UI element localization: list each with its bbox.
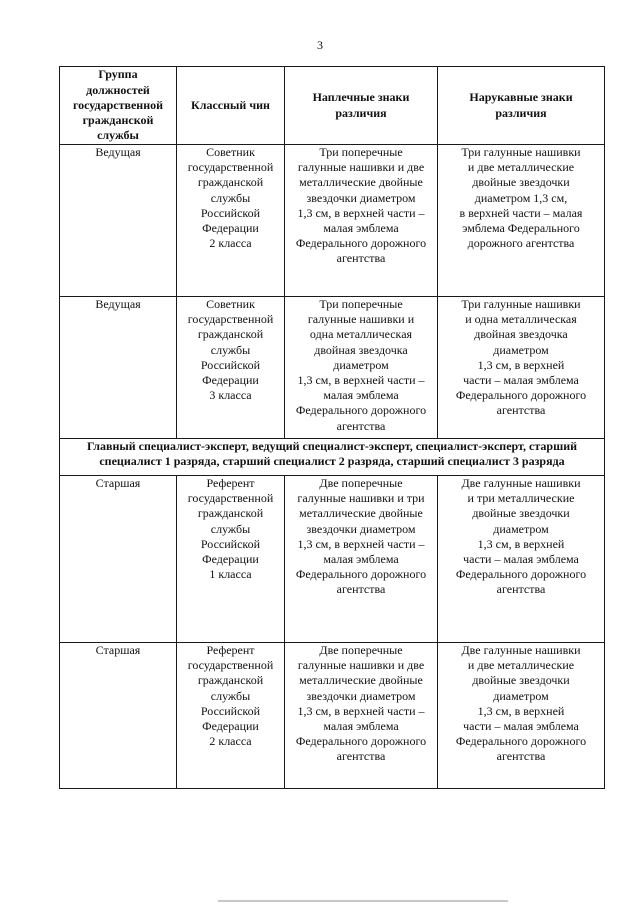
class-rank-cell: Советник государственной гражданской службы Российской Федерации 3 класса [177, 297, 285, 439]
table-header-row [60, 67, 605, 145]
table-row [60, 297, 605, 439]
position-group-cell: Старшая [60, 643, 177, 789]
sleeve-insignia-cell: Две галунные нашивки и две металлические двойные звездочки диаметром 1,3 см, в верхней части – малая эмблема Федерального дорожного агентства [438, 643, 605, 789]
page-number: 3 [317, 38, 323, 52]
position-group-cell: Старшая [60, 476, 177, 643]
sleeve-insignia-cell: Две галунные нашивки и три металлические двойные звездочки диаметром 1,3 см, в верхней части – малая эмблема Федерального дорожного агентства [438, 476, 605, 643]
table-row [60, 476, 605, 643]
shoulder-insignia-cell: Три поперечные галунные нашивки и две металлические двойные звездочки диаметром 1,3 см, в верхней части – малая эмблема Федерального дорожного агентства [285, 145, 438, 297]
table-row [60, 145, 605, 297]
section-header-row [60, 439, 605, 476]
header-shoulder-insignia: Наплечные знаки различия [285, 67, 438, 145]
class-rank-cell: Советник государственной гражданской службы Российской Федерации 2 класса [177, 145, 285, 297]
position-group-cell: Ведущая [60, 145, 177, 297]
table-row [60, 643, 605, 789]
class-rank-cell: Референт государственной гражданской службы Российской Федерации 1 класса [177, 476, 285, 643]
insignia-table [59, 66, 605, 789]
header-class-rank: Классный чин [177, 67, 285, 145]
shoulder-insignia-cell: Три поперечные галунные нашивки и одна металлическая двойная звездочка диаметром 1,3 см, в верхней части – малая эмблема Федерального дорожного агентства [285, 297, 438, 439]
header-sleeve-insignia: Нарукавные знаки различия [438, 67, 605, 145]
sleeve-insignia-cell: Три галунные нашивки и одна металлическая двойная звездочка диаметром 1,3 см, в верхней части – малая эмблема Федерального дорожного агентства [438, 297, 605, 439]
position-group-cell: Ведущая [60, 297, 177, 439]
scan-artifact-line [218, 900, 508, 902]
shoulder-insignia-cell: Две поперечные галунные нашивки и две металлические двойные звездочки диаметром 1,3 см, в верхней части – малая эмблема Федерального дорожного агентства [285, 643, 438, 789]
section-heading: Главный специалист-эксперт, ведущий специалист-эксперт, специалист-эксперт, старший специалист 1 разряда, старший специалист 2 разряда, старший специалист 3 разряда [60, 439, 605, 476]
header-position-group: Группа должностей государственной гражданской службы [60, 67, 177, 145]
sleeve-insignia-cell: Три галунные нашивки и две металлические двойные звездочки диаметром 1,3 см, в верхней части – малая эмблема Федерального дорожного агентства [438, 145, 605, 297]
class-rank-cell: Референт государственной гражданской службы Российской Федерации 2 класса [177, 643, 285, 789]
shoulder-insignia-cell: Две поперечные галунные нашивки и три металлические двойные звездочки диаметром 1,3 см, в верхней части – малая эмблема Федерального дорожного агентства [285, 476, 438, 643]
